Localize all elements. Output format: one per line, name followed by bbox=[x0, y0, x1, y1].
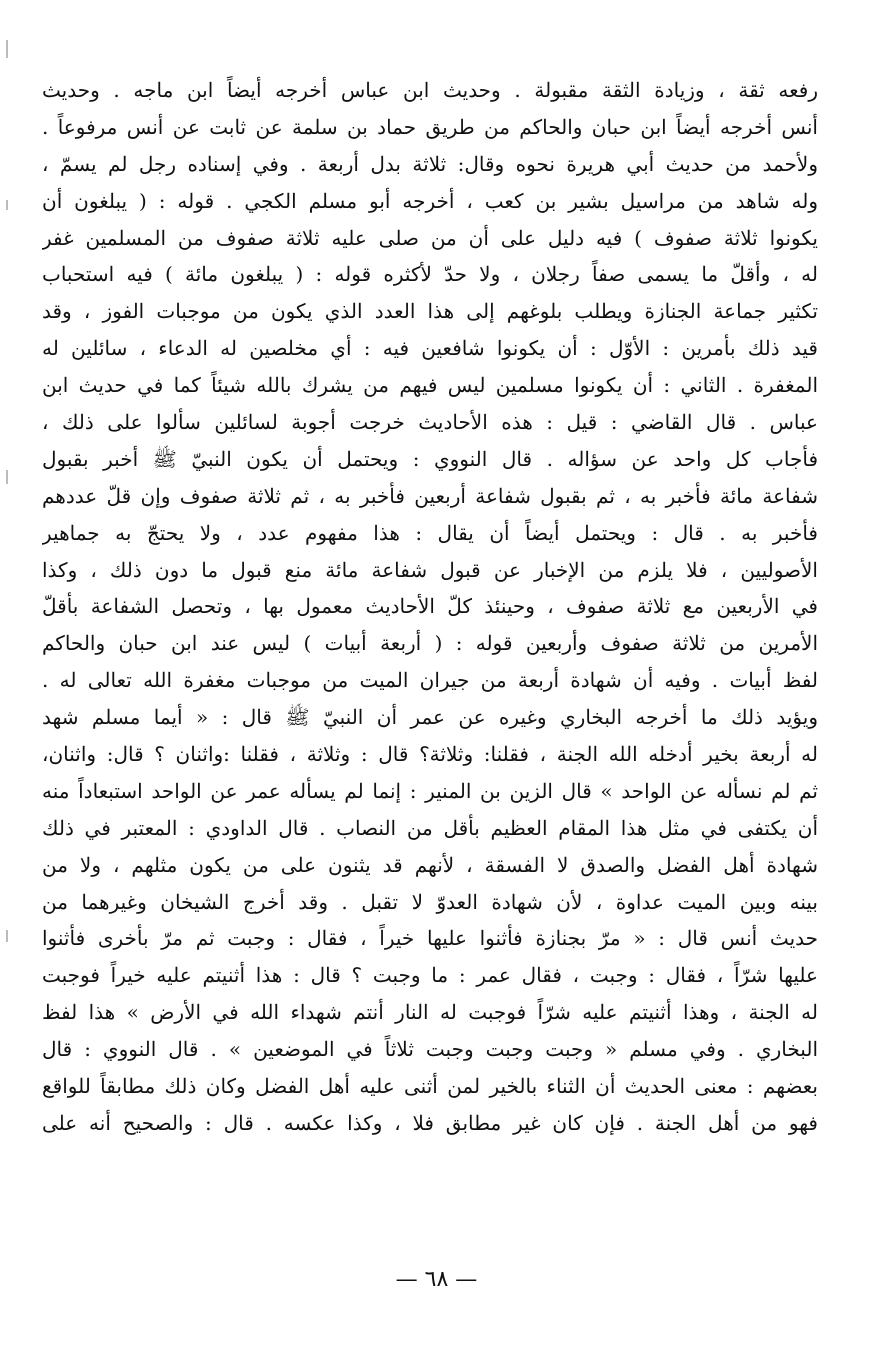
text-line: البخاري . وفي مسلم « وجبت وجبت وجبت ثلاثاً في الموضعين » . قال النووي : قال bbox=[42, 1037, 818, 1062]
page-number: — ٦٨ — bbox=[395, 1267, 478, 1292]
text-line: عليها شرّاً ، فقال : وجبت ، فقال عمر : ما وجبت ؟ قال : هذا أثنيتم عليه خيراً فوجبت bbox=[42, 963, 818, 988]
text-line: عباس . قال القاضي : قيل : هذه الأحاديث خرجت أجوبة لسائلين سألوا على ذلك ، bbox=[42, 410, 818, 435]
text-line: شفاعة مائة فأخبر به ، ثم بقبول شفاعة أربعين فأخبر به ، ثم ثلاثة صفوف وإن قلّ عددهم bbox=[42, 483, 818, 508]
text-line: له ، وأقلّ ما يسمى صفاً رجلان ، ولا حدّ لأكثره قوله : ( يبلغون مائة ) فيه استحباب bbox=[42, 262, 818, 287]
text-line: أنس أخرجه أيضاً ابن حبان والحاكم من طريق حماد بن سلمة عن ثابت عن أنس مرفوعاً . bbox=[42, 114, 818, 139]
text-line: فأجاب كل واحد عن سؤاله . قال النووي : ويحتمل أن يكون النبيّ ﷺ أخبر بقبول bbox=[42, 446, 818, 471]
text-line: يكونوا ثلاثة صفوف ) فيه دليل على أن من صلى عليه ثلاثة صفوف من المسلمين غفر bbox=[42, 225, 818, 250]
text-line: قيد ذلك بأمرين : الأوّل : أن يكونوا شافعين فيه : أي مخلصين له الدعاء ، سائلين له bbox=[42, 336, 818, 361]
scan-edge-mark bbox=[6, 40, 8, 58]
text-line: بينه وبين الميت عداوة ، لأن شهادة العدوّ لا تقبل . وقد أخرج الشيخان وغيرهما من bbox=[42, 889, 818, 914]
text-line: تكثير جماعة الجنازة ويطلب بلوغهم إلى هذا العدد الذي يكون من موجبات الفوز ، وقد bbox=[42, 299, 818, 324]
text-line: الأصوليين ، فلا يلزم من الإخبار عن قبول شفاعة مائة منع قبول ما دون ذلك ، وكذا bbox=[42, 557, 818, 582]
text-line: الأمرين من ثلاثة صفوف وأربعين قوله : ( أربعة أبيات ) ليس عند ابن حبان والحاكم bbox=[42, 631, 818, 656]
scan-edge-mark bbox=[6, 470, 8, 484]
text-line: في الأربعين مع ثلاثة صفوف ، وحينئذ كلّ الأحاديث معمول بها ، وتحصل الشفاعة بأقلّ bbox=[42, 594, 818, 619]
text-line: حديث أنس قال : « مرّ بجنازة فأثنوا عليها خيراً ، فقال : وجبت ثم مرّ بأخرى فأثنوا bbox=[42, 926, 818, 951]
scan-edge-mark bbox=[6, 200, 8, 210]
text-line: بعضهم : معنى الحديث أن الثناء بالخير لمن أثنى عليه أهل الفضل وكان ذلك مطابقاً للواقع bbox=[42, 1074, 818, 1099]
text-line: فأخبر به . قال : ويحتمل أيضاً أن يقال : هذا مفهوم عدد ، ولا يحتجّ به جماهير bbox=[42, 520, 818, 545]
text-line: المغفرة . الثاني : أن يكونوا مسلمين ليس فيهم من يشرك بالله شيئاً كما في حديث ابن bbox=[42, 373, 818, 398]
text-line: رفعه ثقة ، وزيادة الثقة مقبولة . وحديث ابن عباس أخرجه أيضاً ابن ماجه . وحديث bbox=[42, 78, 818, 102]
text-line: ولأحمد من حديث أبي هريرة نحوه وقال: ثلاثة بدل أربعة . وفي إسناده رجل لم يسمّ ، bbox=[42, 151, 818, 176]
text-line: شهادة أهل الفضل والصدق لا الفسقة ، لأنهم قد يثنون على من يكون مثلهم ، ولا من bbox=[42, 852, 818, 877]
text-line: وله شاهد من مراسيل بشير بن كعب ، أخرجه أبو مسلم الكجي . قوله : ( يبلغون أن bbox=[42, 188, 818, 213]
text-line: ويؤيد ذلك ما أخرجه البخاري وغيره عن عمر أن النبيّ ﷺ قال : « أيما مسلم شهد bbox=[42, 705, 818, 730]
text-line: أن يكتفى في مثل هذا المقام العظيم بأقل من النصاب . قال الداودي : المعتبر في ذلك bbox=[42, 815, 818, 840]
text-line: له الجنة ، وهذا أثنيتم عليه شرّاً فوجبت له النار أنتم شهداء الله في الأرض » هذا لفظ bbox=[42, 1000, 818, 1025]
text-line: ثم لم نسأله عن الواحد » قال الزين بن المنير : إنما لم يسأله عمر عن الواحد استبعاداً منه bbox=[42, 778, 818, 803]
text-line: فهو من أهل الجنة . فإن كان غير مطابق فلا ، وكذا عكسه . قال : والصحيح أنه على bbox=[42, 1110, 818, 1135]
body-text bbox=[42, 72, 818, 1142]
text-line: لفظ أبيات . وفيه أن شهادة أربعة من جيران الميت من موجبات مغفرة الله تعالى له . bbox=[42, 668, 818, 693]
scan-edge-mark bbox=[6, 930, 8, 942]
text-line: له أربعة بخير أدخله الله الجنة ، فقلنا: وثلاثة؟ قال : وثلاثة ، فقلنا :واثنان ؟ قال: واثنان، bbox=[42, 742, 818, 767]
